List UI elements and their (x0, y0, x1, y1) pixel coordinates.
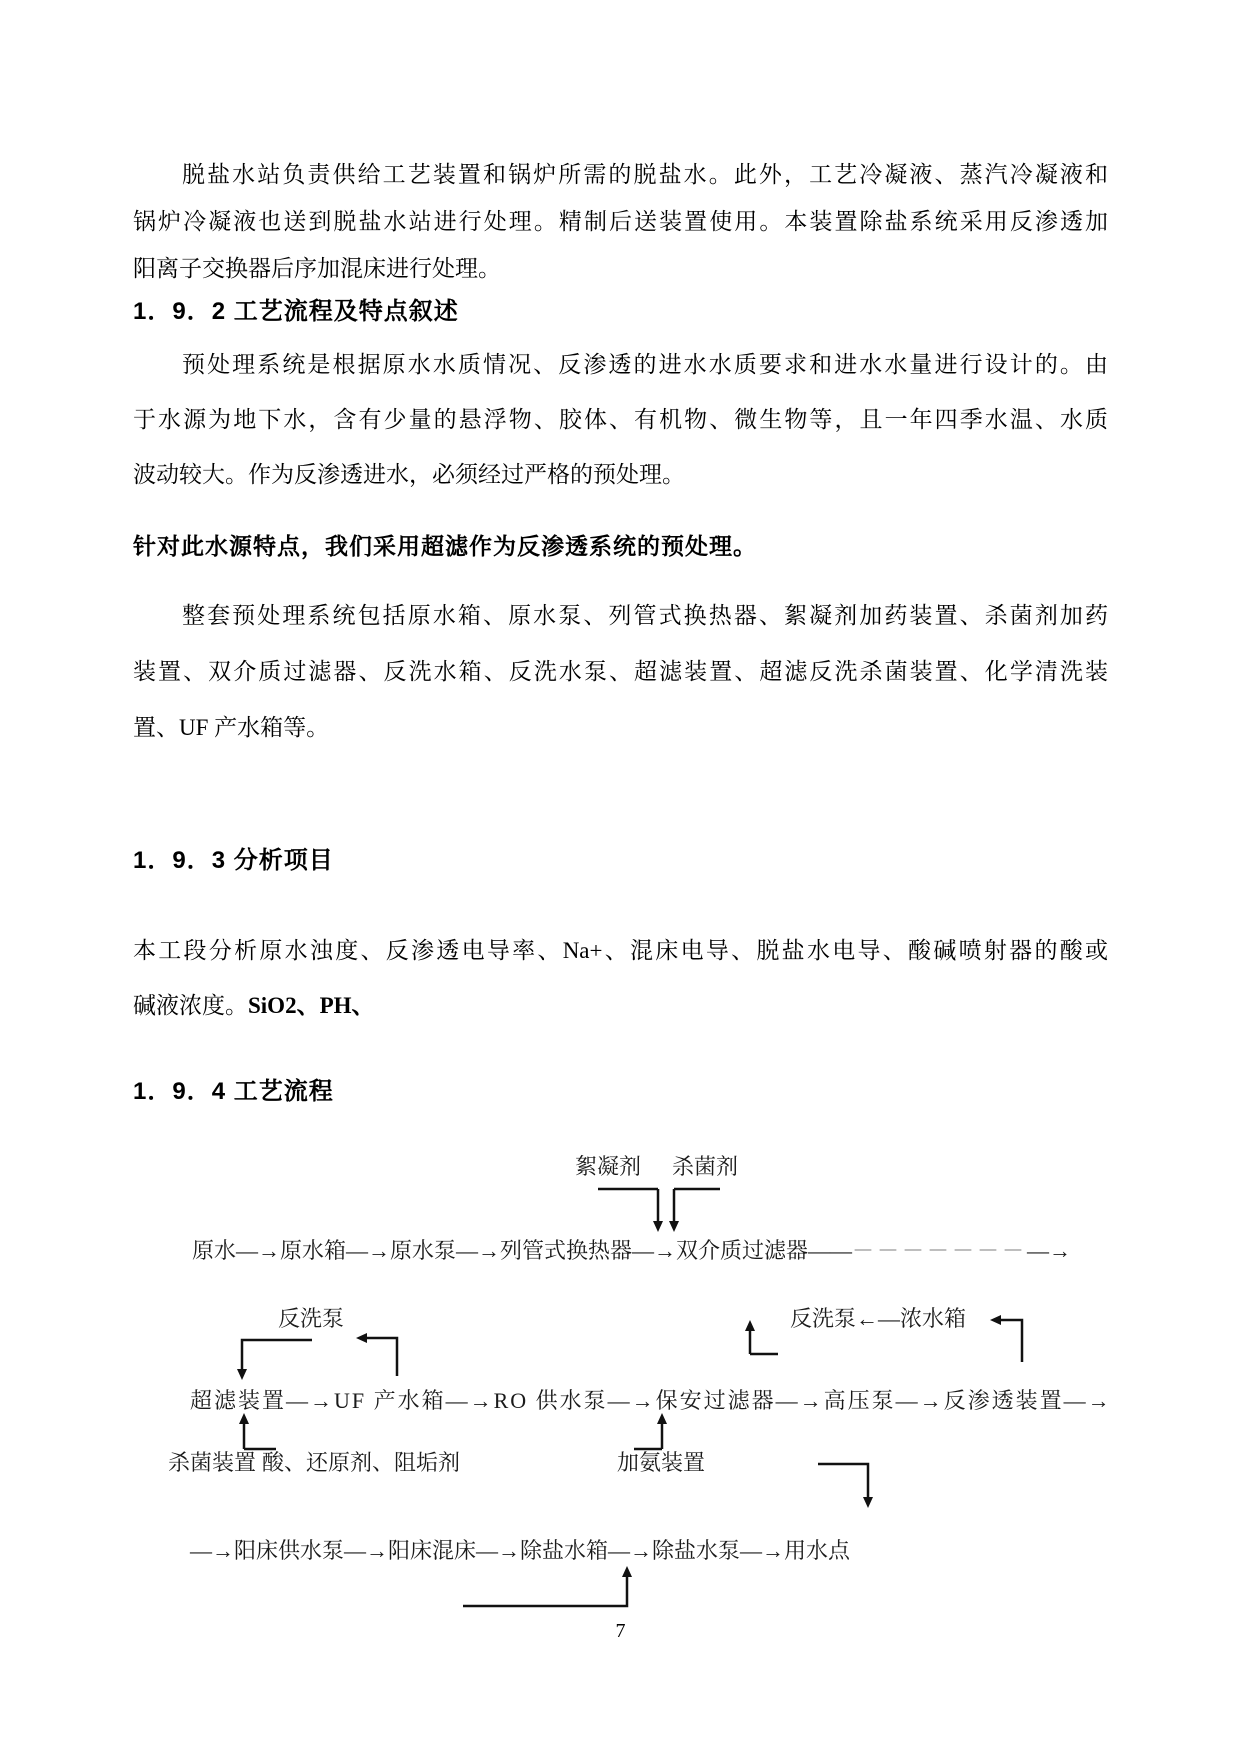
concentrate-to-tank-arrow (996, 1320, 1022, 1362)
paragraph-3-line-3: 置、UF 产水箱等。 (133, 715, 330, 740)
biocide-dosing-arrowhead (669, 1221, 679, 1232)
flow-line-2: 超滤装置—→UF 产水箱—→RO 供水泵—→保安过滤器—→高压泵—→反渗透装置—→ (190, 1388, 1112, 1413)
paragraph-4-line-2-normal: 碱液浓度。 (133, 993, 248, 1018)
flow-line-3: —→阳床供水泵—→阳床混床—→除盐水箱—→除盐水泵—→用水点 (190, 1538, 851, 1563)
backwash-to-uf-arrow (242, 1340, 312, 1374)
backwash-to-uf-arrowhead (237, 1369, 247, 1380)
return-to-demin-tank-arrow (463, 1572, 627, 1606)
uf-tank-to-backwash-arrowhead (356, 1333, 367, 1343)
backwash-up-arrowhead (745, 1320, 755, 1331)
paragraph-2-line-3: 波动较大。作为反渗透进水，必须经过严格的预处理。 (133, 462, 685, 487)
sterilizer-label: 杀菌装置 (168, 1450, 257, 1475)
flow-line-1-dashes: －－－－－－－ (852, 1238, 1028, 1263)
paragraph-1-line-3: 阳离子交换器后序加混床进行处理。 (133, 256, 501, 281)
ro-output-elbow-arrowhead (863, 1497, 873, 1508)
emphasis-line: 针对此水源特点，我们采用超滤作为反渗透系统的预处理。 (133, 533, 757, 559)
paragraph-3-line-1: 整套预处理系统包括原水箱、原水泵、列管式换热器、絮凝剂加药装置、杀菌剂加药 (182, 603, 1108, 628)
flocculant-dosing-arrowhead (653, 1221, 663, 1232)
paragraph-2-line-1: 预处理系统是根据原水水质情况、反渗透的进水水质要求和进水水量进行设计的。由 (182, 352, 1108, 377)
paragraph-4-line-2 (133, 991, 1108, 1021)
paragraph-3-line-2: 装置、双介质过滤器、反洗水箱、反洗水泵、超滤装置、超滤反洗杀菌装置、化学清洗装 (133, 659, 1108, 684)
ammonia-unit-label: 加氨装置 (617, 1450, 706, 1475)
section-heading-192: 1．9．2 工艺流程及特点叙述 (133, 298, 459, 325)
return-to-demin-tank-arrowhead (622, 1566, 632, 1577)
dosing-chemicals-label: 酸、还原剂、阻垢剂 (262, 1450, 461, 1475)
uf-tank-to-backwash-arrow (362, 1338, 397, 1376)
paragraph-1-line-2: 锅炉冷凝液也送到脱盐水站进行处理。精制后送装置使用。本装置除盐系统采用反渗透加 (133, 209, 1108, 234)
ammonia-up-arrowhead (657, 1413, 667, 1424)
section-heading-193: 1．9．3 分析项目 (133, 847, 334, 874)
flow-line-1-arrow-end: —→ (1027, 1238, 1072, 1263)
paragraph-4-line-1: 本工段分析原水浊度、反渗透电导率、Na+、混床电导、脱盐水电导、酸碱喷射器的酸或 (133, 938, 1108, 963)
backwash-pump-concentrate-label: 反洗泵←—浓水箱 (790, 1306, 967, 1331)
ro-output-elbow-arrow (818, 1464, 868, 1502)
paragraph-1-line-1: 脱盐水站负责供给工艺装置和锅炉所需的脱盐水。此外，工艺冷凝液、蒸汽冷凝液和 (182, 162, 1108, 187)
flocculant-label: 絮凝剂 (575, 1154, 642, 1179)
biocide-label: 杀菌剂 (672, 1154, 739, 1179)
paragraph-2-line-2: 于水源为地下水，含有少量的悬浮物、胶体、有机物、微生物等，且一年四季水温、水质 (133, 407, 1108, 432)
concentrate-to-tank-arrowhead (990, 1315, 1001, 1325)
backwash-pump-left-label: 反洗泵 (278, 1306, 345, 1331)
sterilizer-up-arrowhead (239, 1413, 249, 1424)
page-number: 7 (615, 1620, 626, 1642)
paragraph-4-line-2-bold: SiO2、PH、 (248, 993, 375, 1018)
flow-line-1-main: 原水—→原水箱—→原水泵—→列管式换热器—→双介质过滤器—— (192, 1238, 853, 1263)
section-heading-194: 1．9．4 工艺流程 (133, 1078, 334, 1105)
flow-line-1 (192, 1238, 1071, 1264)
